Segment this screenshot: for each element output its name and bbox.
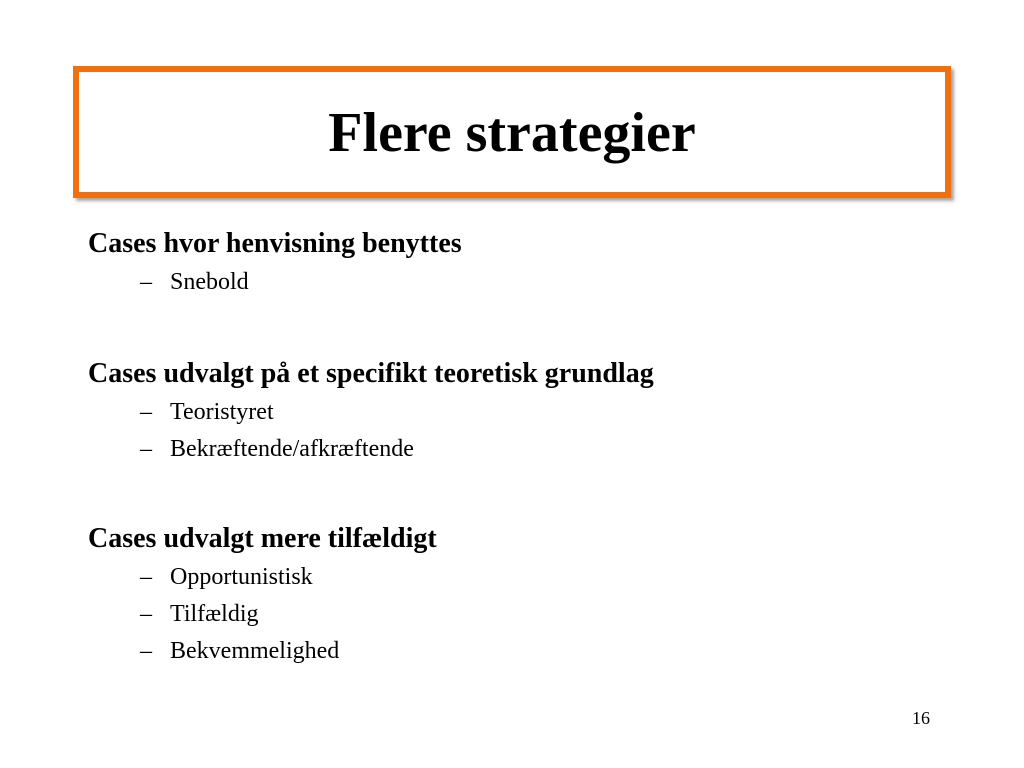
bullet-heading: Cases udvalgt på et specifikt teoretisk grundlag [88, 358, 654, 389]
sub-bullet-text: Tilfældig [170, 601, 259, 627]
sub-bullet-list [88, 394, 654, 468]
page-number: 16 [912, 708, 930, 728]
dash-bullet: – [140, 269, 152, 295]
dash-bullet: – [140, 564, 152, 590]
dash-bullet: – [140, 399, 152, 425]
bullet-group [88, 354, 654, 468]
dash-bullet: – [140, 436, 152, 462]
sub-bullet-item [88, 394, 654, 431]
sub-bullet-list [88, 264, 462, 301]
dash-bullet: – [140, 638, 152, 664]
sub-bullet-item [88, 431, 654, 468]
sub-bullet-item [88, 596, 437, 633]
sub-bullet-text: Teoristyret [170, 399, 274, 425]
sub-bullet-text: Snebold [170, 269, 249, 295]
bullet-group [88, 224, 462, 301]
sub-bullet-item [88, 633, 437, 670]
bullet-heading: Cases udvalgt mere tilfældigt [88, 523, 437, 554]
sub-bullet-text: Opportunistisk [170, 564, 313, 590]
title-box [73, 66, 951, 198]
dash-bullet: – [140, 601, 152, 627]
slide-title: Flere strategier [328, 102, 696, 164]
bullet-group [88, 519, 437, 670]
sub-bullet-item [88, 559, 437, 596]
bullet-heading: Cases hvor henvisning benyttes [88, 228, 462, 259]
sub-bullet-text: Bekvemmelighed [170, 638, 340, 664]
sub-bullet-item [88, 264, 462, 301]
sub-bullet-text: Bekræftende/afkræftende [170, 436, 414, 462]
sub-bullet-list [88, 559, 437, 670]
